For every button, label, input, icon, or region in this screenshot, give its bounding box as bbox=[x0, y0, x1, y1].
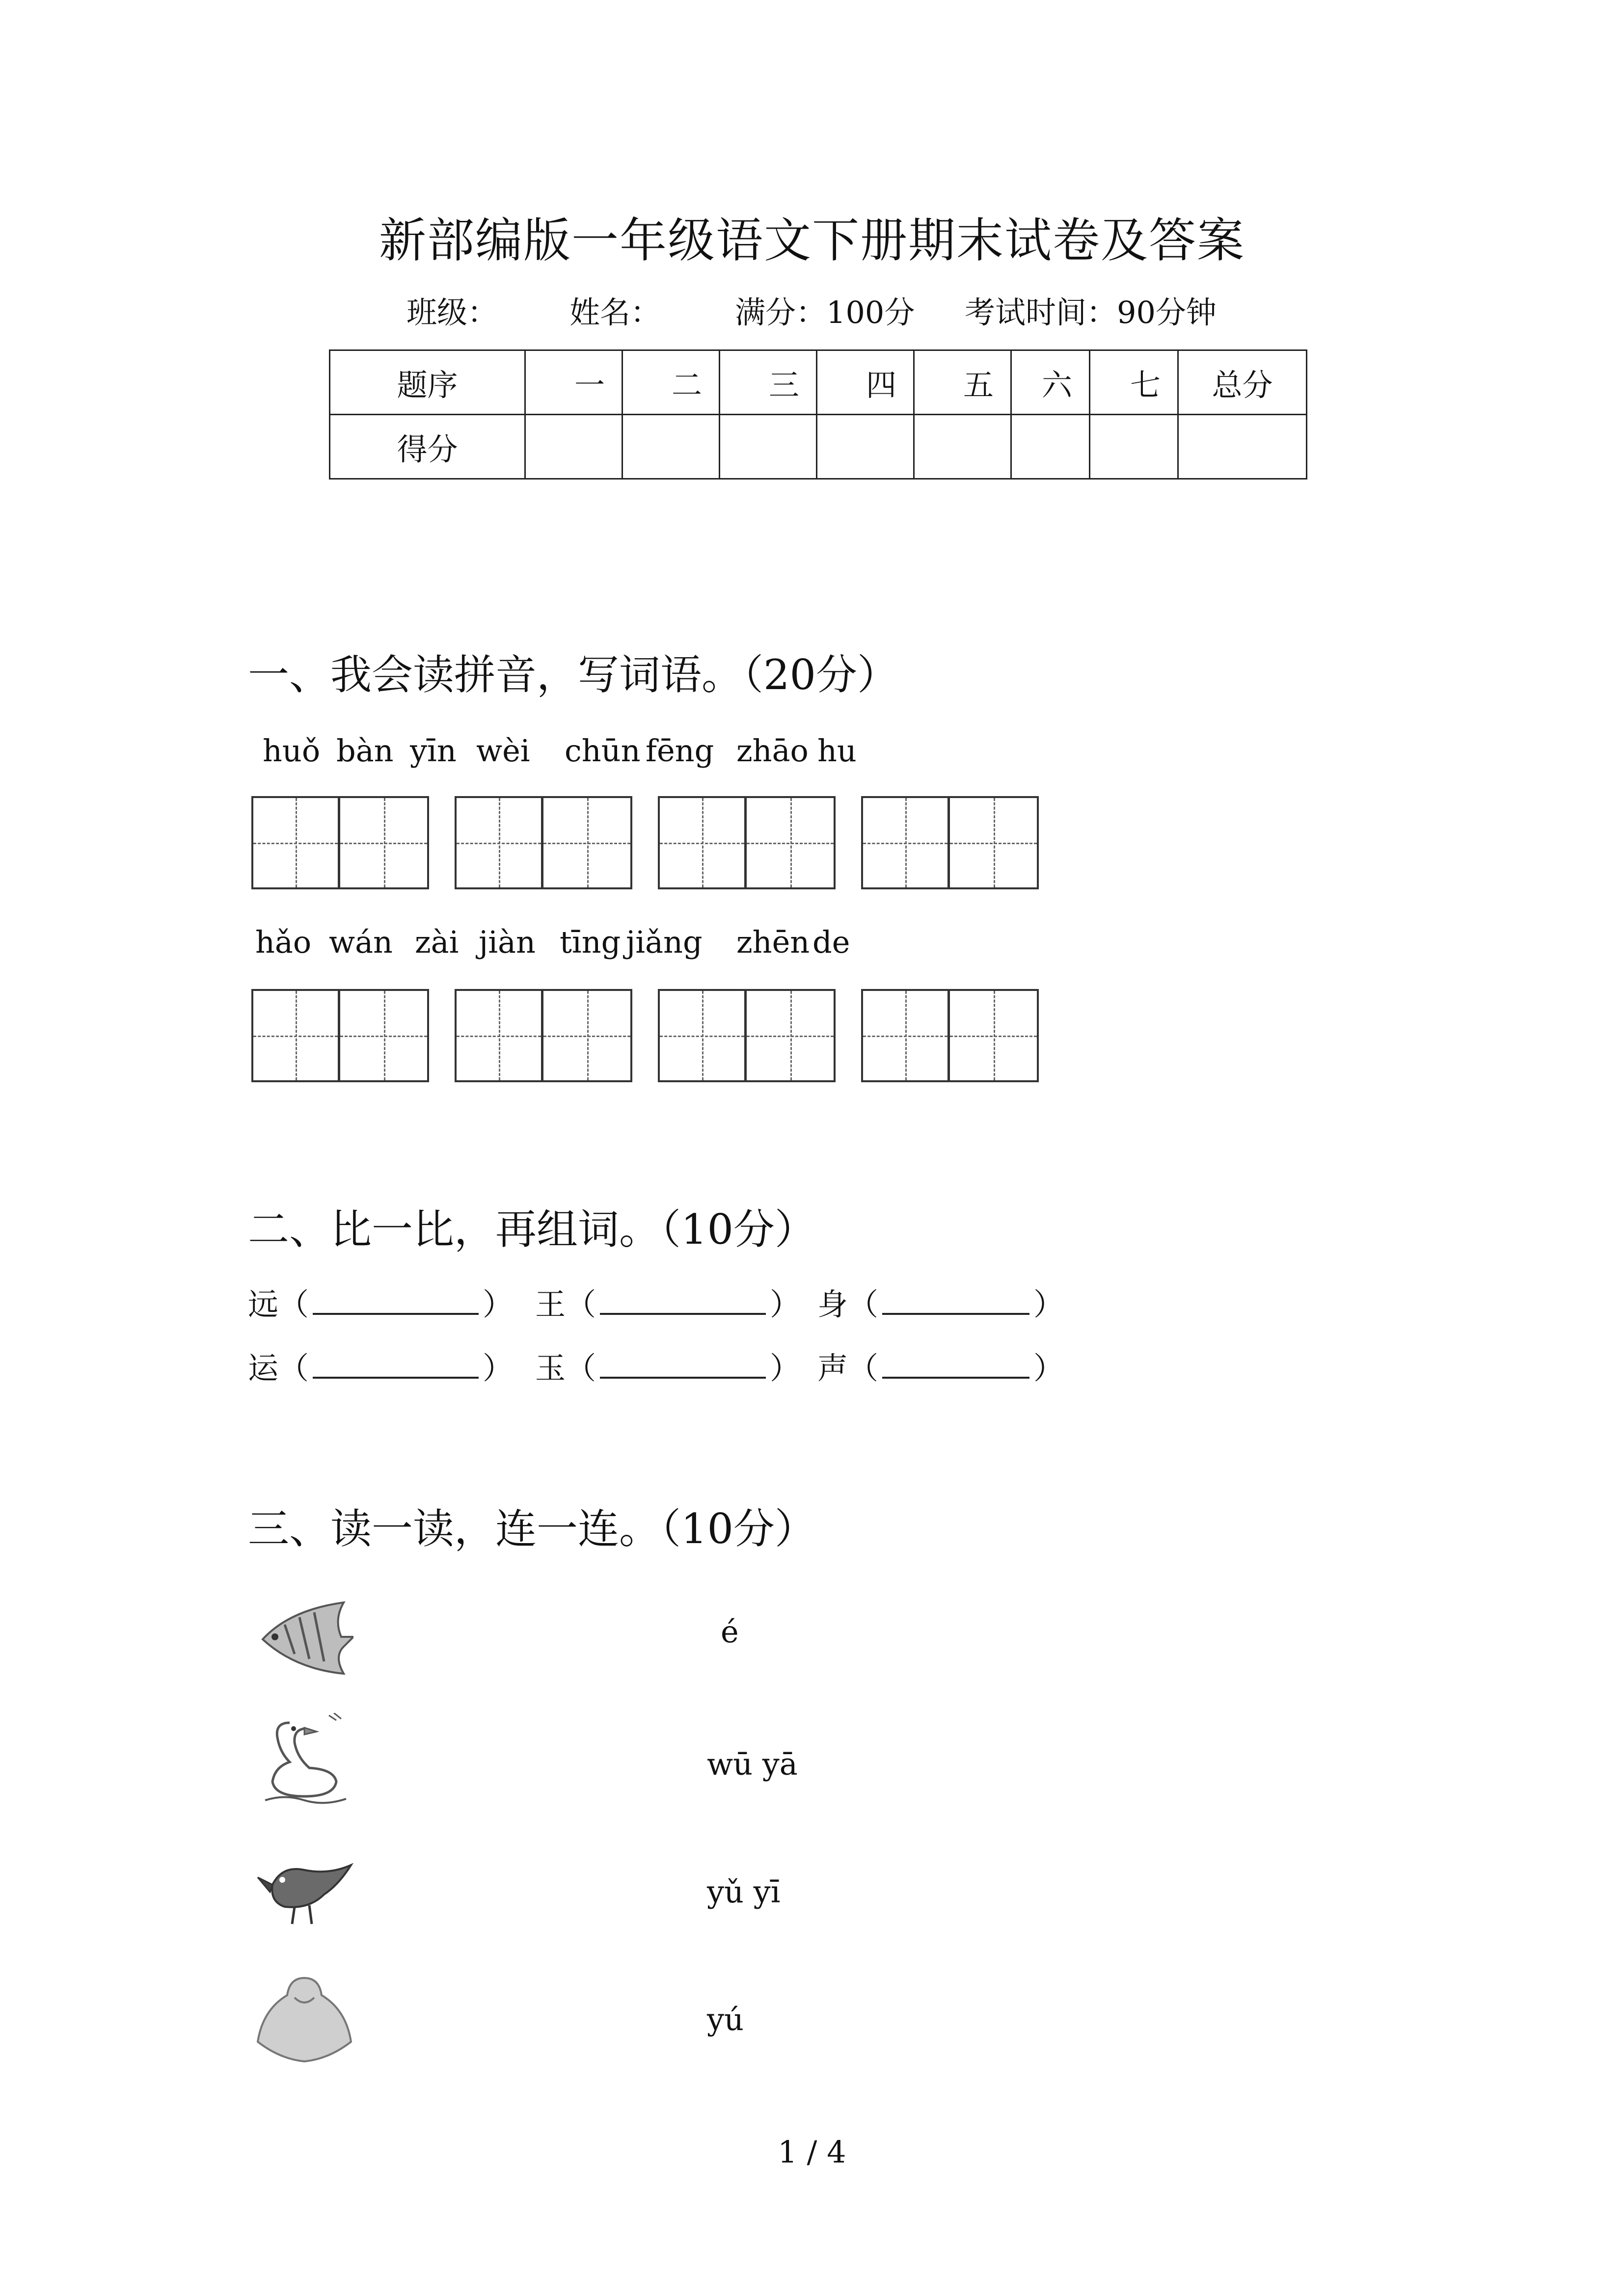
section-2-title: 二、比一比，再组词。（10分） bbox=[248, 1205, 816, 1254]
pinyin-syllable: wèi bbox=[476, 733, 530, 769]
score-cell[interactable] bbox=[817, 415, 914, 479]
goose-icon[interactable] bbox=[255, 1713, 353, 1806]
pinyin-syllable: hǎo bbox=[255, 924, 312, 960]
character: 王 bbox=[535, 1286, 566, 1322]
character: 运 bbox=[248, 1350, 279, 1386]
pinyin-syllable: jiàn bbox=[479, 924, 536, 960]
pinyin-row-2 bbox=[248, 920, 1083, 964]
pinyin-syllable: huǒ bbox=[263, 733, 321, 769]
character: 声 bbox=[817, 1350, 848, 1386]
writing-box[interactable] bbox=[861, 989, 1039, 1082]
writing-box[interactable] bbox=[658, 796, 836, 889]
name-label: 姓名： bbox=[569, 294, 661, 330]
character: 远 bbox=[248, 1286, 279, 1322]
class-label: 班级： bbox=[406, 294, 498, 330]
pinyin-syllable: bàn bbox=[336, 733, 394, 769]
writing-box[interactable] bbox=[251, 796, 429, 889]
answer-blank[interactable] bbox=[600, 1349, 766, 1379]
word-row-2 bbox=[248, 1344, 1083, 1393]
pinyin-syllable: chūn bbox=[565, 733, 641, 769]
character: 身 bbox=[817, 1286, 848, 1322]
score-cell[interactable] bbox=[623, 415, 720, 479]
raincoat-icon[interactable] bbox=[255, 1973, 353, 2066]
pinyin-syllable: zhāo bbox=[736, 733, 809, 769]
answer-blank[interactable] bbox=[313, 1349, 479, 1379]
writing-grid-row-2 bbox=[251, 989, 1047, 1085]
score-label: 得分 bbox=[330, 415, 525, 479]
fish-icon[interactable] bbox=[255, 1590, 353, 1683]
score-cell[interactable] bbox=[1090, 415, 1178, 479]
section-1-title: 一、我会读拼音，写词语。（20分） bbox=[248, 651, 898, 699]
header-cell: 七 bbox=[1090, 350, 1178, 415]
score-cell[interactable] bbox=[720, 415, 817, 479]
pinyin-syllable: hu bbox=[817, 733, 857, 769]
pinyin-syllable: de bbox=[812, 924, 850, 960]
answer-blank[interactable] bbox=[882, 1349, 1029, 1379]
score-cell[interactable] bbox=[1178, 415, 1307, 479]
pinyin-syllable: fēng bbox=[646, 733, 714, 769]
score-table-header-row bbox=[330, 350, 1307, 415]
header-cell: 五 bbox=[914, 350, 1011, 415]
writing-box[interactable] bbox=[455, 796, 632, 889]
writing-box[interactable] bbox=[861, 796, 1039, 889]
answer-blank[interactable] bbox=[313, 1285, 479, 1315]
page-title: 新部编版一年级语文下册期末试卷及答案 bbox=[379, 213, 1245, 268]
answer-blank[interactable] bbox=[882, 1285, 1029, 1315]
header-cell: 二 bbox=[623, 350, 720, 415]
word-item: 身（ ） bbox=[817, 1286, 1064, 1322]
header-cell: 一 bbox=[525, 350, 623, 415]
writing-box[interactable] bbox=[658, 989, 836, 1082]
score-cell[interactable] bbox=[914, 415, 1011, 479]
pinyin-syllable: wán bbox=[329, 924, 393, 960]
answer-blank[interactable] bbox=[600, 1285, 766, 1315]
match-option[interactable]: wū yā bbox=[707, 1746, 798, 1782]
word-row-1 bbox=[248, 1280, 1083, 1329]
crow-icon[interactable] bbox=[255, 1845, 353, 1939]
pinyin-syllable: jiǎng bbox=[626, 924, 703, 960]
score-cell[interactable] bbox=[525, 415, 623, 479]
header-cell: 四 bbox=[817, 350, 914, 415]
pinyin-syllable: zài bbox=[415, 924, 459, 960]
word-item: 声（ ） bbox=[817, 1350, 1064, 1386]
writing-box[interactable] bbox=[455, 989, 632, 1082]
header-cell: 六 bbox=[1011, 350, 1090, 415]
page-number: 1 / 4 bbox=[778, 2134, 846, 2170]
word-item: 远（ ） bbox=[248, 1286, 514, 1322]
word-item: 玉（ ） bbox=[535, 1350, 801, 1386]
writing-box[interactable] bbox=[251, 989, 429, 1082]
word-item: 运（ ） bbox=[248, 1350, 514, 1386]
character: 玉 bbox=[535, 1350, 566, 1386]
pinyin-syllable: zhēn bbox=[736, 924, 810, 960]
match-option[interactable]: yǔ yī bbox=[707, 1874, 781, 1910]
header-cell: 题序 bbox=[330, 350, 525, 415]
exam-info bbox=[0, 291, 1624, 335]
full-score: 满分：100分 bbox=[735, 294, 915, 330]
match-option[interactable]: é bbox=[721, 1614, 739, 1650]
exam-time: 考试时间：90分钟 bbox=[965, 294, 1217, 330]
pinyin-syllable: yīn bbox=[410, 733, 457, 769]
header-cell: 总分 bbox=[1178, 350, 1307, 415]
word-item: 王（ ） bbox=[535, 1286, 801, 1322]
score-table-score-row bbox=[330, 415, 1307, 479]
score-table bbox=[329, 349, 1307, 480]
section-3-title: 三、读一读，连一连。（10分） bbox=[248, 1505, 816, 1553]
header-cell: 三 bbox=[720, 350, 817, 415]
match-option[interactable]: yú bbox=[707, 2002, 744, 2037]
score-cell[interactable] bbox=[1011, 415, 1090, 479]
pinyin-syllable: tīng bbox=[560, 924, 621, 960]
writing-grid-row-1 bbox=[251, 796, 1047, 892]
pinyin-row-1 bbox=[248, 729, 1083, 773]
